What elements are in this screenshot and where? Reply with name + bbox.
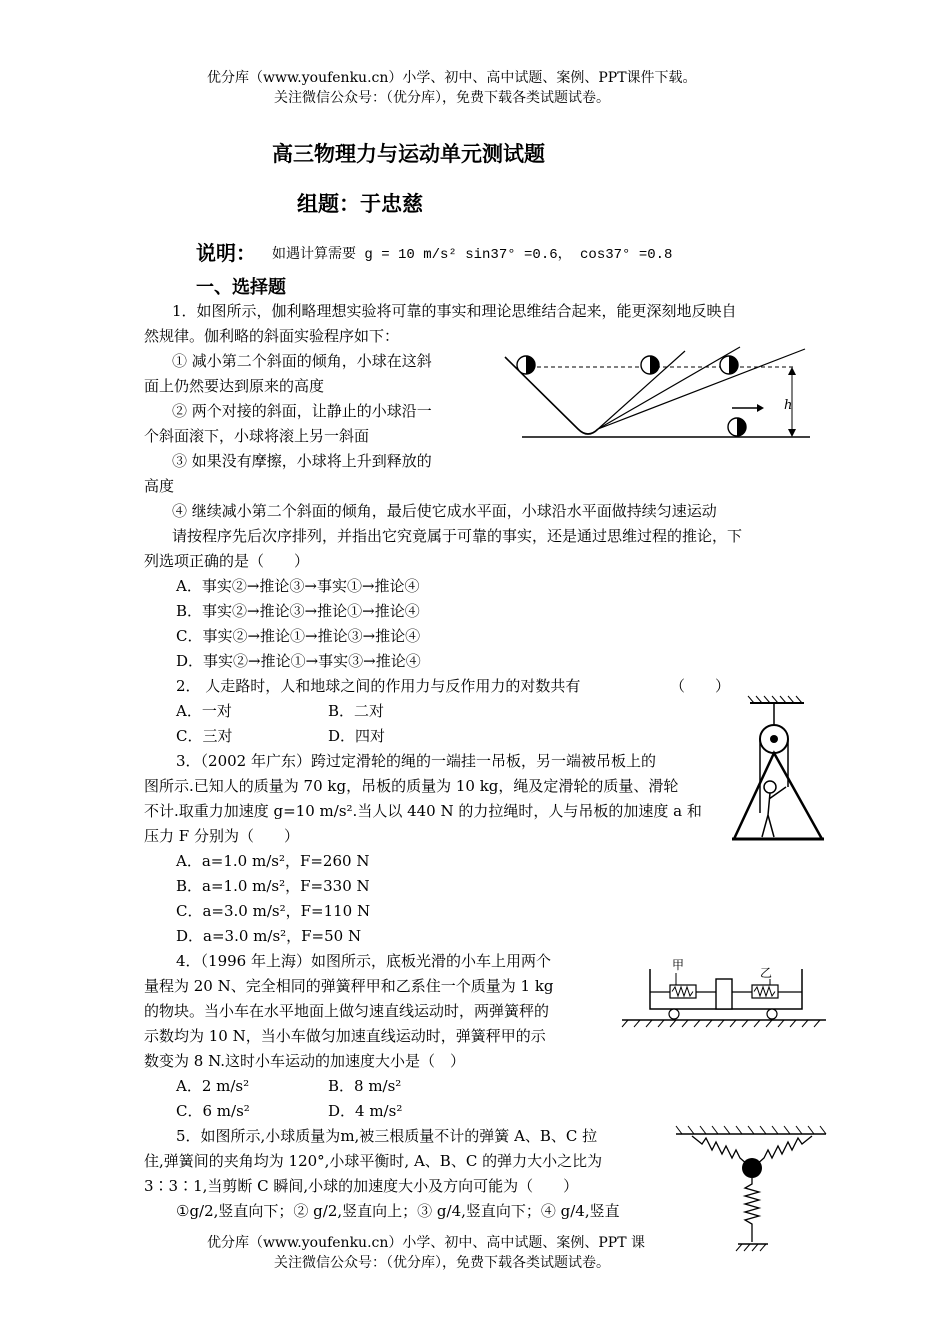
q3-stem-4: 压力 F 分别为（ ） <box>144 827 299 845</box>
header-line-2: 关注微信公众号：（优分库），免费下载各类试题试卷。 <box>274 90 610 106</box>
spring-yi-label: 乙 <box>760 966 773 980</box>
q4-option-b: B．8 m/s² <box>328 1077 402 1095</box>
q1-stem-2: 然规律。伽利略的斜面实验程序如下： <box>144 327 400 345</box>
author-line: 组题：于忠慈 <box>297 192 423 216</box>
q1-step-2b: 个斜面滚下，小球将滚上另一斜面 <box>144 427 370 445</box>
q4-stem-3: 的物块。当小车在水平地面上做匀速直线运动时，两弹簧秤的 <box>144 1002 550 1020</box>
q1-stem-1: 1．如图所示，伽利略理想实验将可靠的事实和理论思维结合起来，能更深刻地反映自 <box>172 302 737 320</box>
q3-option-b: B．a=1.0 m/s²，F=330 N <box>176 877 370 895</box>
q3-stem-3: 不计.取重力加速度 g=10 m/s².当人以 440 N 的力拉绳时，人与吊板的加速度 a 和 <box>144 802 702 820</box>
q2-option-b: B．二对 <box>328 702 385 720</box>
q1-step-1b: 面上仍然要达到原来的高度 <box>144 377 325 395</box>
q2-stem: 2． 人走路时，人和地球之间的作用力与反作用力的对数共有 <box>176 677 581 695</box>
note-label: 说明： <box>196 241 256 265</box>
inclined-plane-figure <box>500 345 812 445</box>
q1-step-3b: 高度 <box>144 477 175 495</box>
q1-step-2a: ② 两个对接的斜面，让静止的小球沿一 <box>172 402 432 420</box>
q1-option-c: C．事实②→推论①→推论③→推论④ <box>176 627 421 645</box>
q4-option-d: D．4 m/s² <box>328 1102 403 1120</box>
q1-step-3a: ③ 如果没有摩擦，小球将上升到释放的 <box>172 452 432 470</box>
spring-jia-label: 甲 <box>672 958 685 972</box>
q4-option-a: A．2 m/s² <box>176 1077 250 1095</box>
q5-stem-4: ①g/2,竖直向下；② g/2,竖直向上；③ g/4,竖直向下；④ g/4,竖直 <box>176 1202 620 1220</box>
q1-step-4: ④ 继续减小第二个斜面的倾角，最后使它成水平面，小球沿水平面做持续匀速运动 <box>172 502 717 520</box>
q1-option-b: B．事实②→推论③→推论①→推论④ <box>176 602 420 620</box>
q1-step-1a: ① 减小第二个斜面的倾角，小球在这斜 <box>172 352 432 370</box>
q2-option-a: A．一对 <box>176 702 232 720</box>
footer-line-2: 关注微信公众号：（优分库），免费下载各类试题试卷。 <box>274 1255 610 1271</box>
footer-line-1: 优分库（www.youfenku.cn）小学、初中、高中试题、案例、PPT 课 <box>207 1235 646 1251</box>
page-title: 高三物理力与运动单元测试题 <box>272 142 545 166</box>
three-spring-figure <box>672 1120 832 1255</box>
q4-stem-1: 4．（1996 年上海）如图所示，底板光滑的小车上用两个 <box>176 952 551 970</box>
q3-stem-1: 3．（2002 年广东）跨过定滑轮的绳的一端挂一吊板，另一端被吊板上的 <box>176 752 656 770</box>
q2-option-d: D．四对 <box>328 727 386 745</box>
q2-option-c: C．三对 <box>176 727 233 745</box>
q1-option-a: A．事实②→推论③→事实①→推论④ <box>176 577 420 595</box>
q3-stem-2: 图所示.已知人的质量为 70 kg，吊板的质量为 10 kg，绳及定滑轮的质量、滑轮 <box>144 777 679 795</box>
section-heading: 一、选择题 <box>196 277 286 298</box>
note-text: 如遇计算需要 g = 10 m/s² sin37° =0.6， cos37° =0.8 <box>272 247 673 263</box>
q5-stem-2: 住,弹簧间的夹角均为 120°,小球平衡时, A、B、C 的弹力大小之比为 <box>144 1152 603 1170</box>
pulley-figure <box>728 695 828 845</box>
q4-option-c: C．6 m/s² <box>176 1102 250 1120</box>
q4-stem-5: 数变为 8 N.这时小车运动的加速度大小是（ ） <box>144 1052 466 1070</box>
q5-stem-1: 5．如图所示,小球质量为m,被三根质量不计的弹簧 A、B、C 拉 <box>176 1127 598 1145</box>
q3-option-c: C．a=3.0 m/s²，F=110 N <box>176 902 371 920</box>
header-line-1: 优分库（www.youfenku.cn）小学、初中、高中试题、案例、PPT课件下载。 <box>207 70 697 86</box>
q5-stem-3: 3∶3∶1,当剪断 C 瞬间,小球的加速度大小及方向可能为（ ） <box>144 1177 579 1195</box>
q1-option-d: D．事实②→推论①→事实③→推论④ <box>176 652 421 670</box>
q4-stem-2: 量程为 20 N、完全相同的弹簧秤甲和乙系住一个质量为 1 kg <box>144 977 554 995</box>
q4-stem-4: 示数均为 10 N，当小车做匀加速直线运动时，弹簧秤甲的示 <box>144 1027 546 1045</box>
q3-option-a: A．a=1.0 m/s²，F=260 N <box>176 852 370 870</box>
height-label: h <box>784 398 793 413</box>
q1-ask-2: 列选项正确的是（ ） <box>144 552 310 570</box>
q2-answer-blank: （ ） <box>670 677 731 695</box>
q1-ask-1: 请按程序先后次序排列，并指出它究竟属于可靠的事实，还是通过思维过程的推论，下 <box>172 527 743 545</box>
cart-spring-figure <box>620 955 830 1030</box>
q3-option-d: D．a=3.0 m/s²，F=50 N <box>176 927 362 945</box>
